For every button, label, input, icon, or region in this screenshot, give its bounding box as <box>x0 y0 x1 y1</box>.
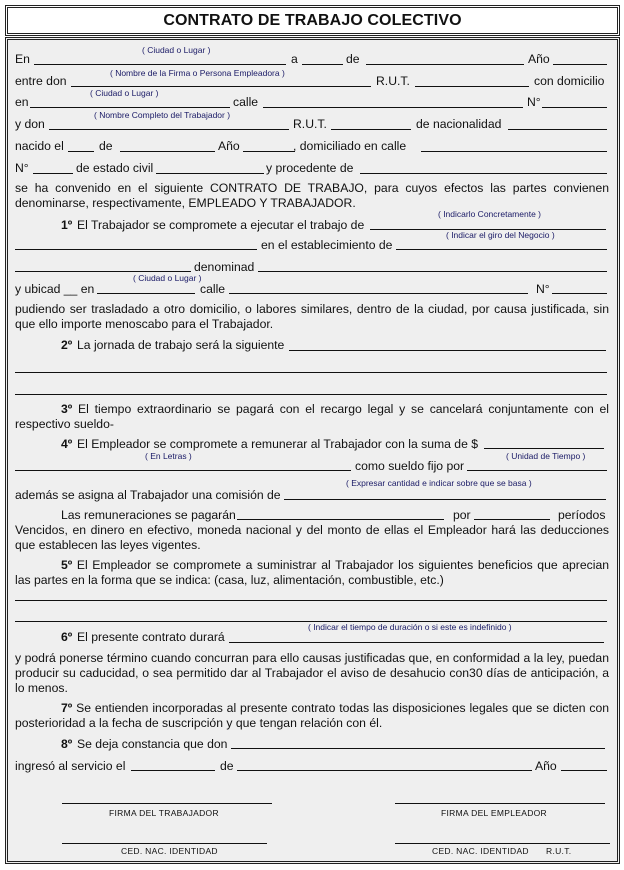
label-firma-trabajador: FIRMA DEL TRABAJADOR <box>109 808 219 818</box>
hint-ciudad-lugar-2: ( Ciudad o Lugar ) <box>90 88 159 98</box>
field-empleador-rut[interactable] <box>415 86 529 87</box>
field-duracion[interactable] <box>229 642 604 643</box>
clause-4-vencidos: Vencidos, en dinero en efectivo, moneda nacional y del monto de ellas el Empleador hará las deducciones que establecen las leyes vigentes. <box>15 523 609 552</box>
clause-5-number: 5º <box>61 558 73 572</box>
label-ced-trabajador: CED. NAC. IDENTIDAD <box>121 846 218 856</box>
label-establecimiento: en el establecimiento de <box>261 238 393 252</box>
field-ced-empleador[interactable] <box>395 843 610 844</box>
field-constancia-don[interactable] <box>231 748 605 749</box>
field-trabajador-nombre[interactable] <box>49 129 289 130</box>
label-firma-empleador: FIRMA DEL EMPLEADOR <box>441 808 547 818</box>
label-ubicad: y ubicad __ en <box>15 282 95 296</box>
field-periodo[interactable] <box>474 519 550 520</box>
hint-tiempo-duracion: ( Indicar el tiempo de duración o si este es indefinido ) <box>308 622 512 632</box>
label-por: por <box>453 508 471 522</box>
label-nacido: nacido el <box>15 139 64 153</box>
label-en-2: en <box>15 95 29 109</box>
clause-8-text: Se deja constancia que don <box>77 737 228 751</box>
field-anio[interactable] <box>553 64 607 65</box>
label-rut: R.U.T. <box>376 74 410 88</box>
field-ubicacion-calle[interactable] <box>229 293 528 294</box>
clause-4-number: 4º <box>61 437 73 451</box>
label-ingreso: ingresó al servicio el <box>15 759 126 773</box>
clause-3-number: 3º <box>61 402 73 416</box>
label-de-3: de <box>220 759 234 773</box>
signature-line-trabajador[interactable] <box>62 803 272 804</box>
label-num-3: N° <box>536 282 550 296</box>
label-num: N° <box>527 95 541 109</box>
label-domiciliado: , domiciliado en calle <box>293 139 407 153</box>
field-empleador-ciudad[interactable] <box>30 107 230 108</box>
label-comision: además se asigna al Trabajador una comisión de <box>15 488 281 502</box>
field-forma-pago[interactable] <box>237 519 444 520</box>
field-ingreso-anio[interactable] <box>561 770 607 771</box>
field-empleador-calle[interactable] <box>263 107 523 108</box>
label-anio-3: Año <box>535 759 557 773</box>
field-ced-trabajador[interactable] <box>62 843 267 844</box>
field-trabajo-2[interactable] <box>15 249 257 250</box>
clause-1-number: 1º <box>61 218 73 232</box>
label-con-domicilio: con domicilio <box>534 74 605 88</box>
field-empleador-num[interactable] <box>542 107 607 108</box>
clause-2-text: La jornada de trabajo será la siguiente <box>77 338 285 352</box>
label-calle-2: calle <box>200 282 226 296</box>
field-comision[interactable] <box>284 499 606 500</box>
label-procedente: y procedente de <box>266 161 354 175</box>
clause-2-number: 2º <box>61 338 73 352</box>
field-jornada-2[interactable] <box>15 372 607 373</box>
label-nacionalidad: de nacionalidad <box>416 117 502 131</box>
label-entre-don: entre don <box>15 74 67 88</box>
clause-5-text: El Empleador se compromete a suministrar al Trabajador los siguientes beneficios que aprecian las partes en la forma que se indica: (casa, luz, alimentación, combustible, etc.) <box>15 558 609 587</box>
label-calle: calle <box>233 95 259 109</box>
field-nacido-mes[interactable] <box>120 151 215 152</box>
clause-4-text: El Empleador se compromete a remunerar al Trabajador con la suma de $ <box>77 437 479 451</box>
title-box <box>5 5 620 36</box>
clause-8-number: 8º <box>61 737 73 751</box>
clause-3-text: El tiempo extraordinario se pagará con el recargo legal y se cancelará conjuntamente con el respectivo sueldo- <box>15 402 609 431</box>
label-num-2: N° <box>15 161 29 175</box>
field-unidad-tiempo[interactable] <box>467 470 607 471</box>
page-title: CONTRATO DE TRABAJO COLECTIVO <box>163 11 462 29</box>
field-nacido-dia[interactable] <box>68 151 94 152</box>
field-beneficios-1[interactable] <box>15 600 607 601</box>
label-y-don: y don <box>15 117 45 131</box>
label-remuneraciones: Las remuneraciones se pagarán <box>61 508 236 522</box>
field-nacido-anio[interactable] <box>243 151 295 152</box>
field-establecimiento-2[interactable] <box>15 271 191 272</box>
label-ced-empleador: CED. NAC. IDENTIDAD <box>432 846 529 856</box>
field-jornada[interactable] <box>289 350 606 351</box>
hint-unidad-tiempo: ( Unidad de Tiempo ) <box>506 451 586 461</box>
clause-1-traslado: pudiendo ser trasladado a otro domicilio, o labores similares, dentro de la ciudad, por causa justificada, sin que ello importe menoscabo para el Trabajador. <box>15 302 609 331</box>
field-suma[interactable] <box>484 448 604 449</box>
field-nacionalidad[interactable] <box>508 129 607 130</box>
label-rut-empleador: R.U.T. <box>546 846 572 856</box>
field-trabajador-num[interactable] <box>33 173 73 174</box>
hint-en-letras: ( En Letras ) <box>145 451 192 461</box>
clause-1-text: El Trabajador se compromete a ejecutar el trabajo de <box>77 218 365 232</box>
label-periodos: períodos <box>558 508 606 522</box>
field-dia[interactable] <box>302 64 343 65</box>
field-empleador-nombre[interactable] <box>71 86 371 87</box>
field-jornada-3[interactable] <box>15 394 607 395</box>
field-denominacion[interactable] <box>258 271 607 272</box>
field-suma-letras[interactable] <box>15 470 351 471</box>
field-ubicacion-num[interactable] <box>552 293 607 294</box>
field-ciudad[interactable] <box>34 64 286 65</box>
field-trabajador-rut[interactable] <box>331 129 411 130</box>
label-de: de <box>346 52 360 66</box>
field-estado-civil[interactable] <box>156 173 264 174</box>
hint-nombre-firma: ( Nombre de la Firma o Persona Empleadora ) <box>110 68 285 78</box>
label-rut-2: R.U.T. <box>293 117 327 131</box>
label-anio-2: Año <box>218 139 240 153</box>
field-establecimiento[interactable] <box>396 249 607 250</box>
label-de-2: de <box>99 139 113 153</box>
clause-7-number: 7º <box>61 701 73 715</box>
label-en: En <box>15 52 30 66</box>
hint-indicarlo: ( Indicarlo Concretamente ) <box>438 209 541 219</box>
field-ingreso-mes[interactable] <box>237 770 532 771</box>
label-estado-civil: de estado civil <box>76 161 154 175</box>
clause-6-number: 6º <box>61 630 73 644</box>
signature-line-empleador[interactable] <box>395 803 605 804</box>
label-denominad: denominad <box>194 260 255 274</box>
clause-3-paragraph <box>15 402 609 432</box>
label-anio: Año <box>528 52 550 66</box>
intro-paragraph: se ha convenido en el siguiente CONTRATO DE TRABAJO, para cuyos efectos las partes convienen denominarse, respectivamente, EMPLEADO Y TRABAJADOR. <box>15 181 609 210</box>
field-procedente[interactable] <box>360 173 607 174</box>
clause-6-termino: y podrá ponerse término cuando concurran para ello causas justificadas que, en conformidad a la ley, puedan producir su caducidad, o sea permitido dar al Trabajador el aviso de desahucio con30 días de anticipación, a lo menos. <box>15 651 609 695</box>
clause-5-paragraph <box>15 558 609 588</box>
hint-expresar-cantidad: ( Expresar cantidad e indicar sobre que se basa ) <box>346 478 532 488</box>
hint-ciudad-lugar: ( Ciudad o Lugar ) <box>142 45 211 55</box>
clause-7-paragraph <box>15 701 609 731</box>
hint-ciudad-lugar-3: ( Ciudad o Lugar ) <box>133 273 202 283</box>
field-trabajador-calle[interactable] <box>421 151 607 152</box>
hint-nombre-trabajador: ( Nombre Completo del Trabajador ) <box>94 110 231 120</box>
clause-6-text: El presente contrato durará <box>77 630 225 644</box>
field-ingreso-dia[interactable] <box>131 770 215 771</box>
clause-7-text: Se entienden incorporadas al presente contrato todas las disposiciones legales que se dicten con posterioridad a la fecha de suscripción y que tengan relación con él. <box>15 701 610 730</box>
field-ubicacion-ciudad[interactable] <box>97 293 195 294</box>
hint-giro-negocio: ( Indicar el giro del Negocio ) <box>446 230 555 240</box>
label-sueldo-fijo: como sueldo fijo por <box>355 459 465 473</box>
field-mes[interactable] <box>366 64 524 65</box>
label-a: a <box>291 52 298 66</box>
